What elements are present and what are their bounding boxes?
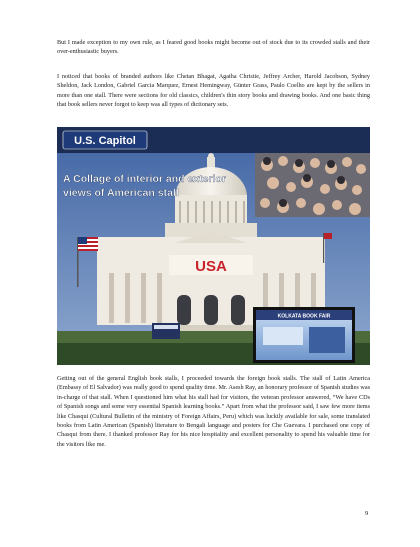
usa-sign: USA [195, 258, 227, 275]
page-number: 9 [365, 510, 369, 517]
collage-caption-line2: views of American stall [63, 187, 179, 199]
american-stall-collage-photo [57, 127, 370, 365]
collage-caption-line1: A Collage of interior and exterior [63, 173, 226, 185]
tv-screen-image [253, 307, 355, 363]
photo-tag-label: U.S. Capitol [74, 135, 136, 147]
paragraph: Getting out of the general English book stalls, I proceeded towards the foreign book stalls. The stall of Latin America (Embassy of El Salvador) was really good to spend quality time. Mr. Asesh Ray, an honorary professor of Spanish studies was in-charge of that stall. When I questioned him what his stall had for visitors, the veteran professor answered, “We have CDs of Spanish songs and some very essential Spanish learning books.” Apart from what the professor said, I saw few more items like Chasqui (Cultural Bulletin of the ministry of Foreign Affairs, Peru) which was luckily available for sale, some translated books from Latin American (Spanish) literature to Bengali language and posters for Che Guevara. I purchased one copy of Chasqui from there. I thanked professor Ray for his nice hospitality and excellent personality to spend his valuable time for the visitors like me. [57, 375, 370, 448]
screen-banner: KOLKATA BOOK FAIR [277, 313, 331, 320]
visitor-collage-image [255, 153, 370, 217]
paragraph: I noticed that books of branded authors like Chetan Bhagat, Agatha Christie, Jeffrey Archer, Harold Jacobson, Sydney Sheldon, Jack London, Gabriel Garcia Marquez, Ernest Hemingway, Günter Grass, Paulo Coelho are kept by the sellers in more than one stall. There were sections for old classics, children's thin story books and drawing books. And one basic thing that book sellers never forgot to keep was all types of dictionary sets. [57, 73, 370, 109]
paragraph: But I made exception to my own rule, as I feared good books might become out of stock due to its crowded stalls and their over-enthusiastic buyers. [57, 39, 370, 56]
